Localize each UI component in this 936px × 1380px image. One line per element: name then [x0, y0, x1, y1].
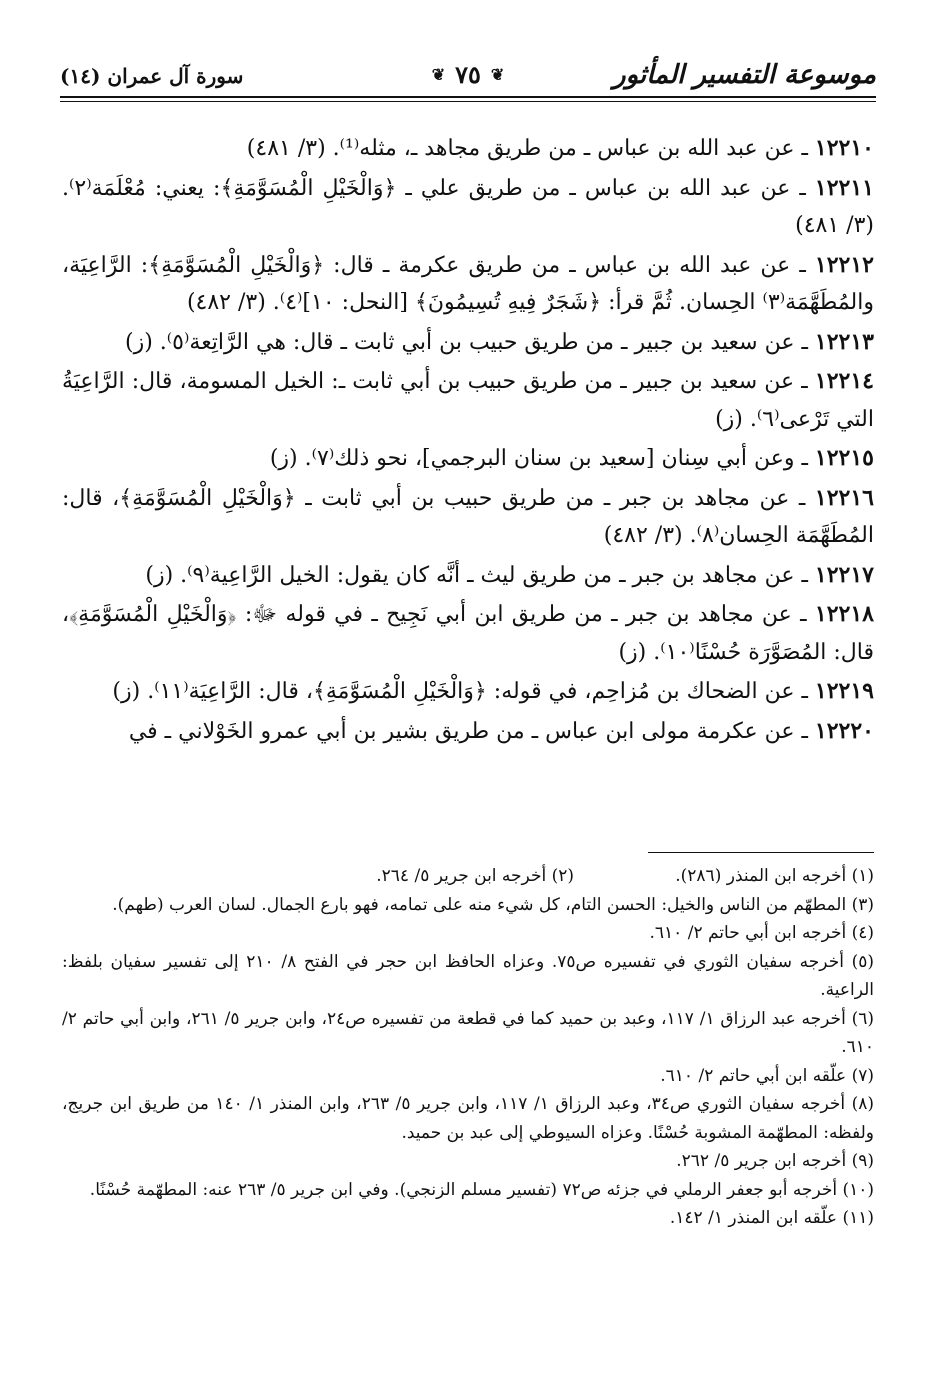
entry — [62, 130, 874, 168]
footnote-separator — [648, 852, 874, 853]
footnote: (٤) أخرجه ابن أبي حاتم ٢/ ٦١٠. — [649, 923, 874, 943]
entry-number: ١٢٢١٤ — [814, 368, 874, 394]
entry-text: ـ وعن أبي سِنان [سعيد بن سنان البرجمي]، نحو ذلك⁽٧⁾. (ز) — [269, 446, 808, 471]
entry-text: ـ عن عبد الله بن عباس ـ من طريق عكرمة ـ قال: ﴿وَالْخَيْلِ الْمُسَوَّمَةِ﴾: الرَّاعِيَة، والمُطَهَّمَة⁽٣⁾ الحِسان. ثُمَّ قرأ: ﴿شَجَرٌ فِيهِ تُسِيمُونَ﴾ [النحل: ١٠]⁽٤⁾. (٣/ ٤٨٢) — [62, 252, 874, 315]
footnote: (٨) أخرجه سفيان الثوري ص٣٤، وعبد الرزاق ١/ ١١٧، وابن جرير ٥/ ٢٦٣، وابن المنذر ١/ ١٤٠ من طريق ابن جريج، ولفظه: المطهّمة المشوبة حُسْنًا. وعزاه السيوطي إلى عبد بن حميد. — [62, 1094, 875, 1143]
ornament-icon: ❦ — [431, 65, 446, 84]
entry-text: ـ عن عكرمة مولى ابن عباس ـ من طريق بشير بن أبي عمرو الخَوْلاني ـ في — [128, 718, 808, 744]
main-text — [62, 130, 874, 752]
footnote: (١) أخرجه ابن المنذر (٢٨٦). — [675, 866, 874, 886]
entry — [62, 557, 874, 595]
entry — [62, 324, 874, 362]
entry-number: ١٢٢١٠ — [814, 135, 874, 161]
entry — [62, 596, 874, 671]
ornament-icon: ❦ — [490, 65, 505, 84]
entry-number: ١٢٢١٧ — [814, 561, 874, 588]
footnote: (٧) علّقه ابن أبي حاتم ٢/ ٦١٠. — [660, 1065, 874, 1086]
entry-number: ١٢٢١٨ — [814, 601, 874, 627]
footnote: (١٠) أخرجه أبو جعفر الرملي في جزئه ص٧٢ (تفسير مسلم الزنجي). وفي ابن جرير ٥/ ٢٦٣ عنه: المطهّمة حُسْنًا. — [89, 1179, 874, 1200]
entry-number: ١٢٢١٩ — [814, 678, 874, 704]
entry — [62, 170, 874, 245]
footnote: (٣) المطهّم من الناس والخيل: الحسن التام، كل شيء منه على تمامه، فهو بارع الجمال. لسان العرب (طهم). — [112, 894, 874, 915]
entry-text: ـ عن عبد الله بن عباس ـ من طريق علي ـ ﴿وَالْخَيْلِ الْمُسَوَّمَةِ﴾: يعني: مُعْلَمَة⁽٢⁾. (٣/ ٤٨١) — [62, 175, 874, 238]
footnotes — [62, 862, 874, 1233]
entry-text: ـ عن مجاهد بن جبر ـ من طريق حبيب بن أبي ثابت ـ ﴿وَالْخَيْلِ الْمُسَوَّمَةِ﴾، قال: المُطَهَّمَة الحِسان⁽٨⁾. (٣/ ٤٨٢) — [62, 485, 874, 548]
entry-number: ١٢٢١٥ — [814, 445, 874, 471]
entry-text: ـ عن الضحاك بن مُزاحِم، في قوله: ﴿وَالْخَيْلِ الْمُسَوَّمَةِ﴾، قال: الرَّاعِيَة⁽١١⁾. (ز) — [112, 679, 808, 704]
entry — [62, 247, 874, 322]
entry-number: ١٢٢١٦ — [814, 484, 874, 511]
entry — [62, 363, 874, 438]
page-header — [60, 56, 876, 96]
footnote: (١١) علّقه ابن المنذر ١/ ١٤٢. — [669, 1208, 874, 1228]
entry-text: ـ عن سعيد بن جبير ـ من طريق حبيب بن أبي ثابت ـ قال: هي الرَّاتِعة⁽٥⁾. (ز) — [124, 329, 808, 355]
entry-text: ـ عن مجاهد بن جبر ـ من طريق ابن أبي نَجِيح ـ في قوله ﷻ: ﴿وَالْخَيْلِ الْمُسَوَّمَةِ﴾، قال: المُصَوَّرَة حُسْنًا⁽١٠⁾. (ز) — [62, 602, 874, 665]
page-number: ٧٥ — [455, 60, 481, 89]
entry-text: ـ عن مجاهد بن جبر ـ من طريق ليث ـ أنَّه كان يقول: الخيل الرَّاعِية⁽٩⁾. (ز) — [145, 562, 808, 588]
footnote-row — [62, 862, 874, 891]
entry-number: ١٢٢١٣ — [814, 328, 874, 355]
entry — [62, 713, 874, 751]
footnote: (٢) أخرجه ابن جرير ٥/ ٢٦٤. — [376, 866, 574, 886]
entry-number: ١٢٢٢٠ — [814, 717, 874, 744]
entry — [62, 673, 874, 711]
entry-text: ـ عن سعيد بن جبير ـ من طريق حبيب بن أبي ثابت ـ: الخيل المسومة، قال: الرَّاعِيَةُ التي تَرْعى⁽٦⁾. (ز) — [62, 369, 874, 432]
header-rule — [60, 96, 876, 98]
footnote: (٥) أخرجه سفيان الثوري في تفسيره ص٧٥. وعزاه الحافظ ابن حجر في الفتح ٨/ ٢١٠ إلى تفسير سفيان بلفظ: الراعية. — [62, 951, 875, 1000]
book-title: موسوعة التفسير المأثور — [613, 60, 876, 90]
entry — [62, 440, 874, 478]
footnote: (٩) أخرجه ابن جرير ٥/ ٢٦٢. — [676, 1151, 874, 1171]
entry-number: ١٢٢١١ — [814, 174, 874, 201]
header-rule-thin — [60, 101, 876, 102]
entry-number: ١٢٢١٢ — [814, 251, 874, 278]
entry — [62, 480, 874, 555]
surah-name: سورة آل عمران (١٤) — [60, 64, 244, 88]
footnote: (٦) أخرجه عبد الرزاق ١/ ١١٧، وعبد بن حميد كما في قطعة من تفسيره ص٢٤، وابن جرير ٥/ ٢٦١، وابن أبي حاتم ٢/ ٦١٠. — [62, 1008, 874, 1057]
entry-text: ـ عن عبد الله بن عباس ـ من طريق مجاهد ـ، مثله⁽¹⁾. (٣/ ٤٨١) — [246, 136, 808, 161]
page-number-group — [432, 60, 505, 89]
